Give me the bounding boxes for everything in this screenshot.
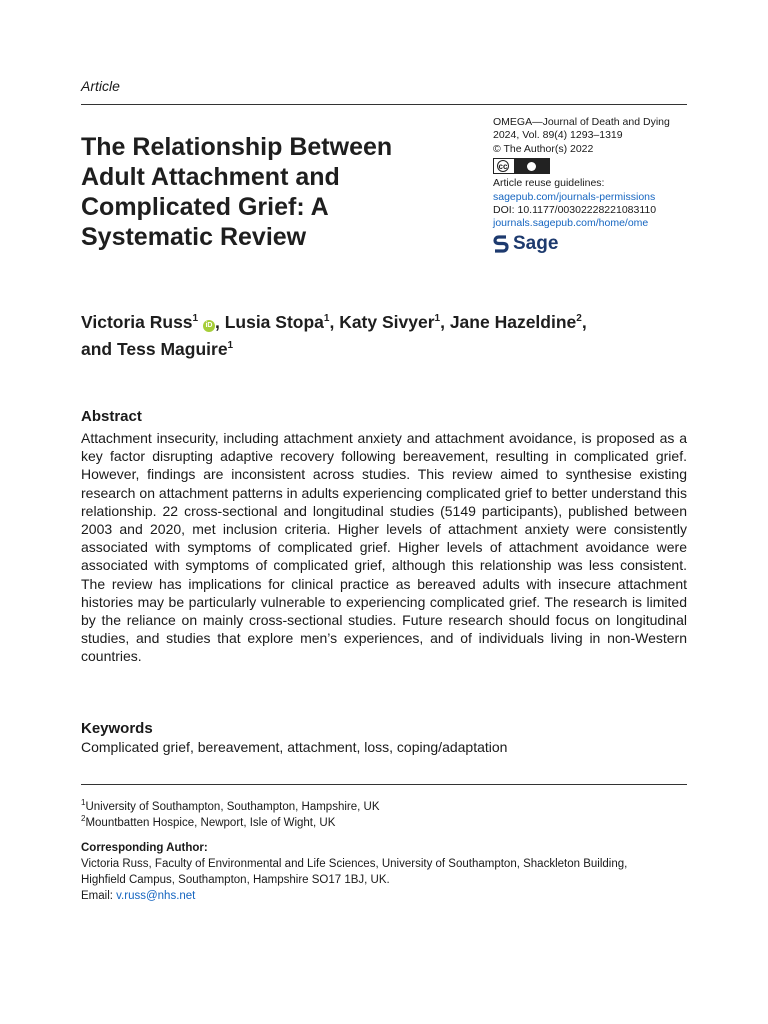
journal-link[interactable]: journals.sagepub.com/home/ome	[493, 217, 649, 230]
by-icon	[514, 159, 549, 173]
author-affiliation: 2	[576, 313, 582, 324]
journal-meta	[493, 116, 693, 253]
article-title: The Relationship Between Adult Attachment and Complicated Grief: A Systematic Review	[81, 133, 393, 251]
author-name: Tess Maguire	[117, 339, 228, 359]
author-name: Jane Hazeldine	[449, 312, 577, 332]
author-name: Katy Sivyer	[339, 312, 435, 332]
cc-by-icon[interactable]	[493, 158, 550, 174]
author-affiliation: 1	[192, 313, 199, 324]
email-link[interactable]: v.russ@nhs.net	[116, 890, 196, 902]
author-name: Lusia Stopa	[224, 312, 324, 332]
footnote-rule	[81, 784, 687, 785]
header-rule	[81, 104, 687, 105]
abstract-text: Attachment insecurity, including attachment anxiety and attachment avoidance, is proposed as a key factor disrupting adaptive recovery following bereavement, resulting in complicated grief. However, findings are inconsistent across studies. This review aimed to synthesise existing research on attachment patterns in adults experiencing complicated grief to better understand this relationship. 22 cross-sectional and longitudinal studies (5149 participants), published between 2003 and 2020, met inclusion criteria. Higher levels of attachment anxiety were consistently associated with symptoms of complicated grief. Higher levels of attachment avoidance were associated with symptoms of complicated grief, although this relationship was less consistent. The review has implications for clinical practice as bereaved adults with insecure attachment histories may be particularly vulnerable to experiencing complicated grief. The research is limited by the reliance on mainly cross-sectional studies. Future research should focus on longitudinal studies, and studies that explore men’s experiences, and of individuals living in non-Western countries.	[81, 430, 687, 665]
article-type-label: Article	[81, 78, 120, 94]
corresponding-heading: Corresponding Author:	[81, 842, 208, 854]
corresponding-author	[81, 840, 691, 904]
author-connector: and	[81, 339, 113, 359]
volume-line: 2024, Vol. 89(4) 1293–1319	[493, 129, 623, 142]
reuse-label: Article reuse guidelines:	[493, 177, 605, 190]
affiliation-number: 1	[81, 798, 86, 807]
orcid-icon[interactable]: iD	[203, 320, 215, 332]
abstract-heading: Abstract	[81, 408, 142, 425]
keywords-heading: Keywords	[81, 720, 153, 737]
permissions-link[interactable]: sagepub.com/journals-permissions	[493, 190, 656, 203]
corresponding-email-row	[81, 888, 691, 904]
sage-s-icon	[493, 235, 509, 253]
author-list: Victoria Russ$^1$ iD , Lusia Stopa$^1$, Katy Sivyer$^1$, Jane Hazeldine$^2$, and Tess Maguire$^1$	[81, 312, 587, 359]
affiliation-text: Mountbatten Hospice, Newport, Isle of Wight, UK	[85, 816, 336, 829]
email-label: Email:	[81, 890, 113, 902]
affiliation-number: 2	[81, 814, 86, 823]
sage-logo	[493, 235, 693, 253]
doi-line: DOI: 10.1177/00302228221083110	[493, 204, 657, 217]
copyright-line: © The Author(s) 2022	[493, 142, 594, 155]
affiliation-2	[81, 811, 335, 831]
affiliation-text: University of Southampton, Southampton, Hampshire, UK	[85, 800, 380, 813]
author-affiliation: 1	[227, 340, 234, 351]
author-name: Victoria Russ	[81, 312, 193, 332]
author-affiliation: 1	[434, 313, 441, 324]
cc-icon: cc	[498, 162, 508, 172]
journal-name: OMEGA—Journal of Death and Dying	[493, 116, 670, 128]
corresponding-line-2: Highfield Campus, Southampton, Hampshire SO17 1BJ, UK.	[81, 874, 390, 886]
sage-wordmark: Sage	[513, 233, 559, 255]
corresponding-line-1: Victoria Russ, Faculty of Environmental and Life Sciences, University of Southampton, Shackleton Building,	[81, 858, 628, 870]
author-affiliation: 1	[323, 313, 330, 324]
keywords-text: Complicated grief, bereavement, attachment, loss, coping/adaptation	[81, 739, 508, 755]
